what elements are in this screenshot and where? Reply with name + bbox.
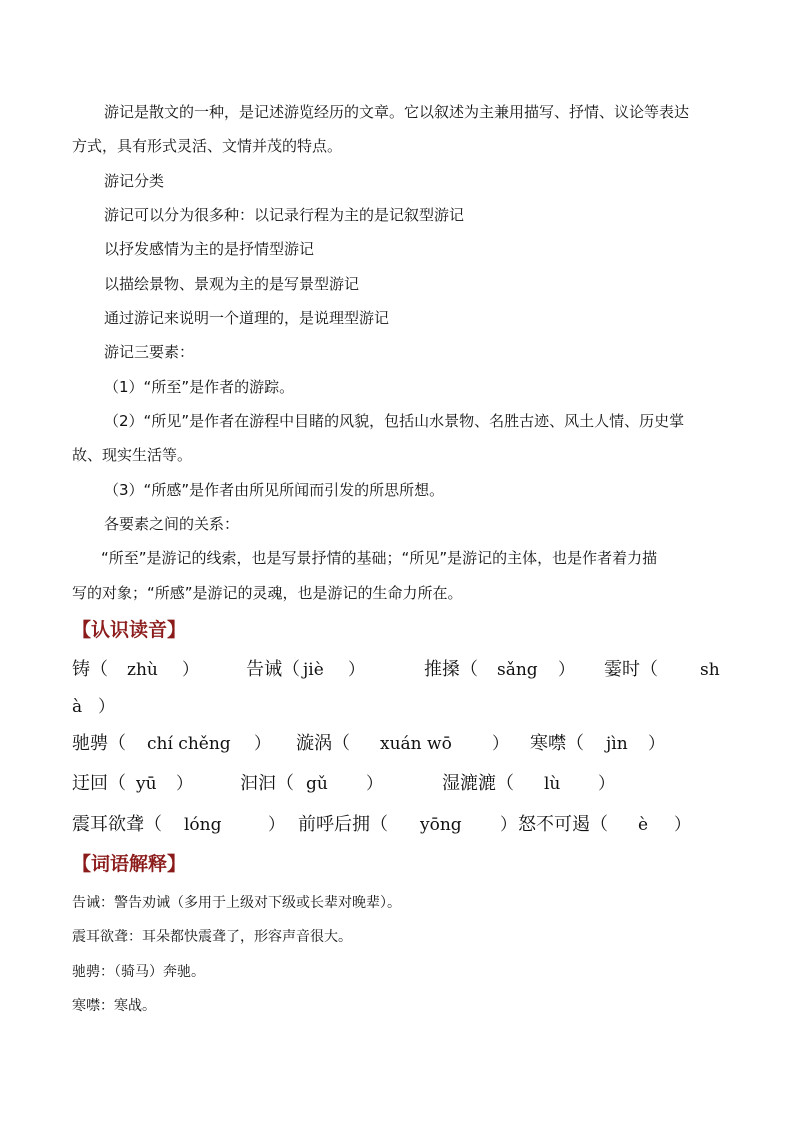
pinyin-jin: jìn — [606, 734, 628, 754]
word-zhu: 铸（ — [72, 659, 108, 680]
pronunciation-heading: 【认识读音】 — [72, 619, 187, 641]
relation-line-1: “所至”是游记的线索，也是写景抒情的基础；“所见”是游记的主体，也是作者着力描 — [101, 549, 658, 567]
intro-line-1: 游记是散文的一种，是记述游览经历的文章。它以叙述为主兼用描写、抒情、议论等表达 — [104, 103, 690, 121]
classify-line-1: 游记可以分为很多种：以记录行程为主的是记叙型游记 — [104, 206, 465, 224]
classify-line-3: 以描绘景物、景观为主的是写景型游记 — [104, 275, 360, 293]
paren-close: ） — [558, 660, 575, 680]
pinyin-sha-part-1: sh — [700, 660, 720, 680]
pronunciation-row-1-continued — [72, 695, 732, 719]
paren-close: ） — [348, 660, 365, 680]
paren-close: ） — [98, 697, 115, 717]
word-xuanwo: 漩涡（ — [296, 733, 350, 754]
element-2-line-2: 故、现实生活等。 — [72, 446, 193, 464]
pinyin-e: è — [638, 815, 649, 835]
paren-close: ） — [254, 734, 271, 754]
word-jiejie: 告诫（ — [246, 659, 300, 680]
word-hanjin: 寒噤（ — [530, 733, 584, 754]
pronunciation-row-2 — [72, 732, 732, 756]
word-nubukee: 怒不可遏（ — [518, 814, 608, 835]
paren-close: ） — [268, 815, 285, 835]
pinyin-xuanwo: xuán wō — [380, 734, 452, 754]
elements-title: 游记三要素： — [104, 343, 195, 361]
intro-line-2: 方式，具有形式灵活、文情并茂的特点。 — [72, 137, 343, 155]
pinyin-zhu: zhù — [127, 660, 158, 680]
paren-close: ） — [182, 660, 199, 680]
definition-zhenerlong: 震耳欲聋：耳朵都快震聋了，形容声音很大。 — [72, 929, 352, 945]
element-1: （1）“所至”是作者的游踪。 — [104, 378, 295, 396]
paren-close: ） — [648, 734, 665, 754]
pinyin-gu: gǔ — [306, 774, 328, 794]
pronunciation-row-1 — [72, 658, 732, 682]
word-yuhui: 迂回（ — [72, 773, 126, 794]
word-gugu: 汩汩（ — [240, 773, 294, 794]
paren-close: ） — [366, 774, 383, 794]
element-3: （3）“所感”是作者由所见所闻而引发的所思所想。 — [104, 481, 445, 499]
definition-jiejie: 告诫：警告劝诫（多用于上级对下级或长辈对晚辈）。 — [72, 895, 401, 911]
definition-chicheng: 驰骋：（骑马）奔驰。 — [72, 964, 205, 980]
pinyin-jie: jiè — [303, 660, 324, 680]
relation-line-2: 写的对象；“所感”是游记的灵魂，也是游记的生命力所在。 — [72, 584, 463, 602]
definition-hanjin: 寒噤：寒战。 — [72, 998, 156, 1014]
element-2-line-1: （2）“所见”是作者在游程中目睹的风貌，包括山水景物、名胜古迹、风土人情、历史掌 — [104, 412, 685, 430]
pinyin-long: lóng — [184, 815, 222, 835]
relation-title: 各要素之间的关系： — [104, 515, 240, 533]
pinyin-chicheng: chí chěng — [147, 734, 231, 754]
pinyin-yu: yū — [136, 774, 157, 794]
word-shashi: 霎时（ — [604, 659, 658, 680]
vocabulary-heading: 【词语解释】 — [72, 853, 187, 875]
pronunciation-row-4 — [72, 813, 732, 837]
word-zhenerlong: 震耳欲聋（ — [72, 814, 162, 835]
pinyin-sang: sǎng — [497, 660, 538, 680]
pinyin-yong: yōng — [420, 815, 462, 835]
paren-close: ） — [500, 815, 517, 835]
word-tuisang: 推搡（ — [424, 659, 478, 680]
pinyin-sha-part-2: à — [72, 697, 83, 717]
paren-close: ） — [176, 774, 193, 794]
word-chicheng: 驰骋（ — [72, 733, 126, 754]
paren-close: ） — [492, 734, 509, 754]
pinyin-lu: lù — [544, 774, 561, 794]
paren-close: ） — [674, 815, 691, 835]
pronunciation-row-3 — [72, 772, 732, 796]
classify-line-4: 通过游记来说明一个道理的，是说理型游记 — [104, 309, 390, 327]
classify-line-2: 以抒发感情为主的是抒情型游记 — [104, 240, 315, 258]
word-qianhuhouyong: 前呼后拥（ — [298, 814, 388, 835]
word-shilulu: 湿漉漉（ — [442, 773, 514, 794]
classify-title: 游记分类 — [104, 172, 165, 190]
paren-close: ） — [598, 774, 615, 794]
